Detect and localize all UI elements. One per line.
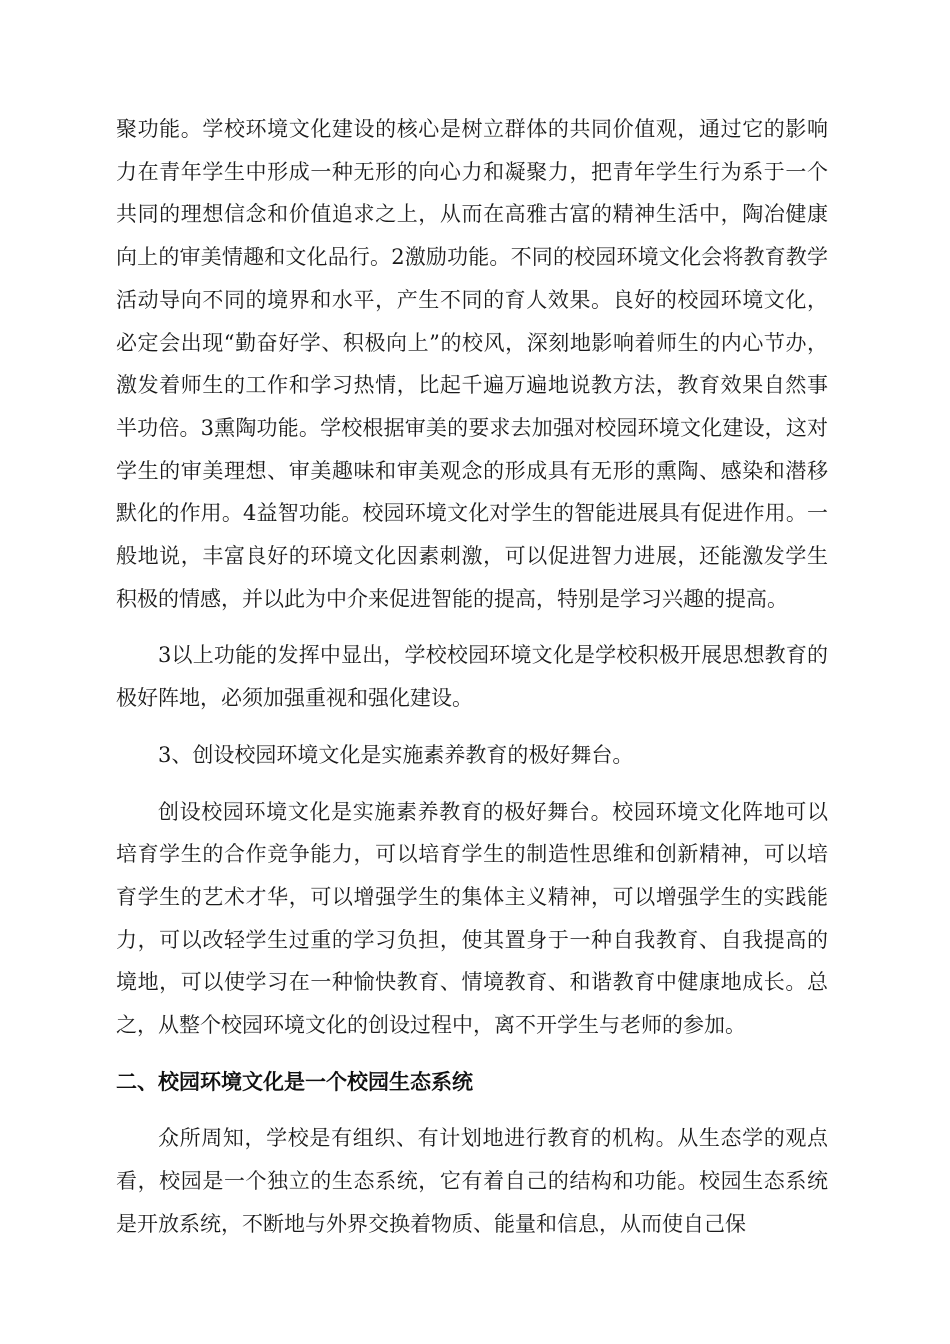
paragraph-functions-summary: 3以上功能的发挥中显出，学校校园环境文化是学校积极开展思想教育的极好阵地，必须加强重视和强化建设。	[116, 643, 828, 711]
paragraph-subheading-quality-education: 3、创设校园环境文化是实施素养教育的极好舞台。	[158, 742, 634, 767]
document-body	[116, 108, 828, 1260]
paragraph-school-culture-functions: 聚功能。学校环境文化建设的核心是树立群体的共同价值观，通过它的影响力在青年学生中形成一种无形的向心力和凝聚力，把青年学生行为系于一个共同的理想信念和价值追求之上，从而在高雅古富的精神生活中，陶冶健康向上的审美情趣和文化品行。2激励功能。不同的校园环境文化会将教育教学活动导向不同的境界和水平，产生不同的育人效果。良好的校园环境文化，必定会出现“勤奋好学、积极向上”的校风，深刻地影响着师生的内心节办，激发着师生的工作和学习热情，比起千遍万遍地说教方法，教育效果自然事半功倍。3熏陶功能。学校根据审美的要求去加强对校园环境文化建设，这对学生的审美理想、审美趣味和审美观念的形成具有无形的熏陶、感染和潜移默化的作用。4益智功能。校园环境文化对学生的智能进展具有促进作用。一般地说，丰富良好的环境文化因素刺激，可以促进智力进展，还能激发学生积极的情感，并以此为中介来促进智能的提高，特别是学习兴趣的提高。	[116, 117, 828, 611]
paragraph-campus-ecosystem: 众所周知，学校是有组织、有计划地进行教育的机构。从生态学的观点看，校园是一个独立的生态系统，它有着自己的结构和功能。校园生态系统是开放系统，不断地与外界交换着物质、能量和信息，从而使自己保	[116, 1126, 828, 1236]
section-heading-campus-ecosystem: 二、校园环境文化是一个校园生态系统	[116, 1069, 473, 1094]
paragraph-quality-education-stage: 创设校园环境文化是实施素养教育的极好舞台。校园环境文化阵地可以培育学生的合作竞争能力，可以培育学生的制造性思维和创新精神，可以培育学生的艺术才华，可以增强学生的集体主义精神，可以增强学生的实践能力，可以改轻学生过重的学习负担，使其置身于一种自我教育、自我提高的境地，可以使学习在一种愉快教育、情境教育、和谐教育中健康地成长。总之，从整个校园环境文化的创设过程中，离不开学生与老师的参加。	[116, 799, 828, 1038]
